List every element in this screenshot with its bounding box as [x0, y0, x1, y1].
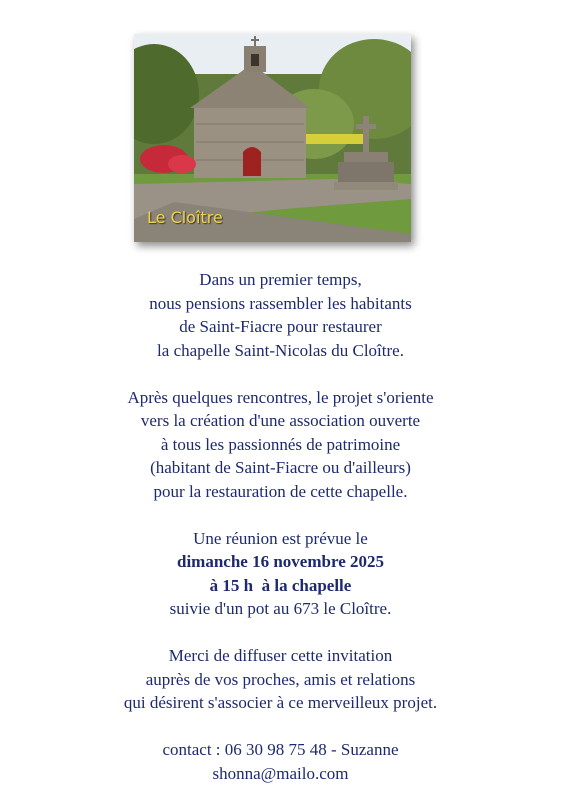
text-line: (habitant de Saint-Fiacre ou d'ailleurs) [150, 458, 411, 477]
text-line: la chapelle Saint-Nicolas du Cloître. [157, 340, 404, 360]
meeting-time-place: à 15 h à la chapelle [209, 575, 352, 595]
text-line: de Saint-Fiacre pour restaurer [179, 317, 382, 336]
contact-email[interactable]: shonna@mailo.com [212, 763, 349, 783]
text-line: Dans un premier temps, [199, 270, 362, 289]
photo-caption: Le Cloître [147, 208, 223, 227]
intro-paragraph [0, 268, 561, 362]
text-line: à tous les passionnés de patrimoine [160, 434, 401, 454]
text-line: suivie d'un pot au 673 le Cloître. [169, 599, 392, 618]
text-line: Merci de diffuser cette invitation [168, 646, 393, 665]
chapel-photo [134, 34, 411, 242]
contact-phone: contact : 06 30 98 75 48 - Suzanne [162, 740, 399, 759]
project-paragraph [0, 386, 561, 504]
meeting-paragraph [0, 527, 561, 621]
meeting-date: dimanche 16 novembre 2025 [177, 552, 384, 571]
text-line: Après quelques rencontres, le projet s'oriente [127, 387, 434, 407]
text-line: auprès de vos proches, amis et relations [145, 669, 416, 689]
text-line: vers la création d'une association ouverte [140, 411, 421, 430]
text-line: pour la restauration de cette chapelle. [153, 481, 408, 501]
text-line: qui désirent s'associer à ce merveilleux projet. [123, 693, 438, 712]
invitation-text [0, 268, 561, 809]
text-line: Une réunion est prévue le [193, 528, 368, 548]
share-paragraph [0, 644, 561, 715]
contact-paragraph [0, 738, 561, 785]
text-line: nous pensions rassembler les habitants [149, 293, 412, 313]
